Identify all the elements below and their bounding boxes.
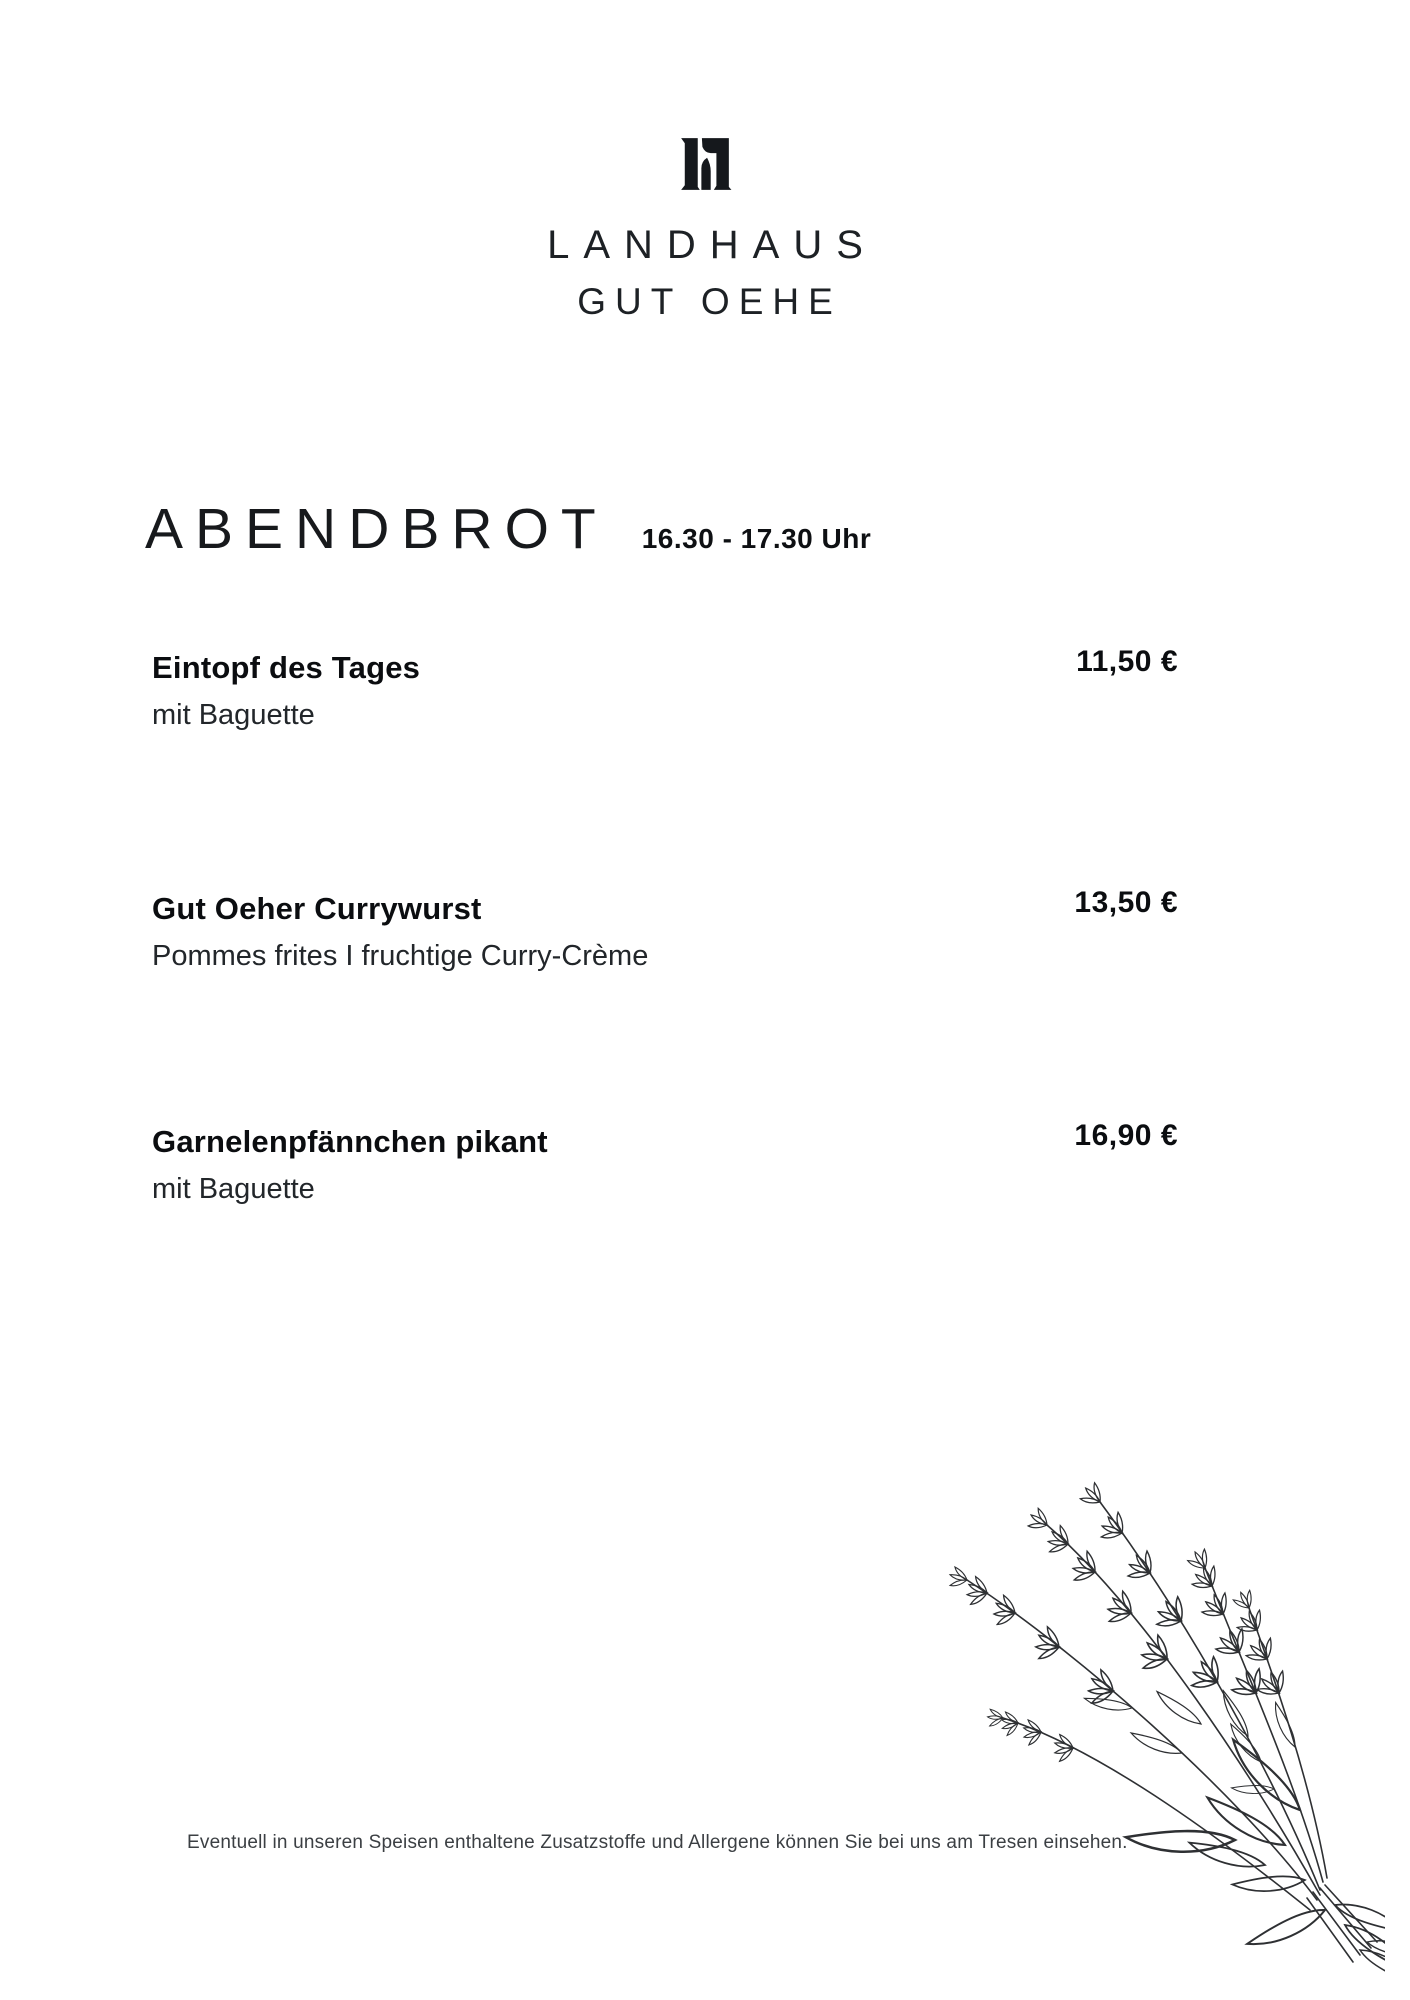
brand-name-line1: LANDHAUS bbox=[547, 223, 877, 267]
lavender-illustration bbox=[905, 1450, 1385, 1975]
item-description: mit Baguette bbox=[152, 699, 315, 731]
lh-monogram-icon bbox=[678, 136, 732, 192]
section-time: 16.30 - 17.30 Uhr bbox=[641, 523, 872, 554]
section-title: ABENDBROT bbox=[145, 497, 608, 561]
menu-item-currywurst bbox=[152, 886, 1178, 973]
brand-name-line2: GUT OEHE bbox=[577, 281, 842, 322]
item-description: Pommes frites I fruchtige Curry-Crème bbox=[152, 940, 649, 972]
menu-item-garnelen bbox=[152, 1119, 1178, 1206]
item-description: mit Baguette bbox=[152, 1173, 315, 1205]
section-header bbox=[145, 496, 871, 562]
logo-block bbox=[0, 136, 1410, 323]
item-price: 11,50 € bbox=[1076, 645, 1178, 678]
item-price: 13,50 € bbox=[1074, 886, 1178, 919]
item-name: Eintopf des Tages bbox=[152, 650, 421, 685]
item-name: Garnelenpfännchen pikant bbox=[152, 1124, 548, 1159]
item-name: Gut Oeher Currywurst bbox=[152, 891, 482, 926]
menu-item-eintopf bbox=[152, 645, 1178, 732]
item-price: 16,90 € bbox=[1074, 1119, 1178, 1152]
allergen-note: Eventuell in unseren Speisen enthaltene Zusatzstoffe und Allergene können Sie bei uns am Tresen einsehen. bbox=[187, 1832, 1128, 1853]
